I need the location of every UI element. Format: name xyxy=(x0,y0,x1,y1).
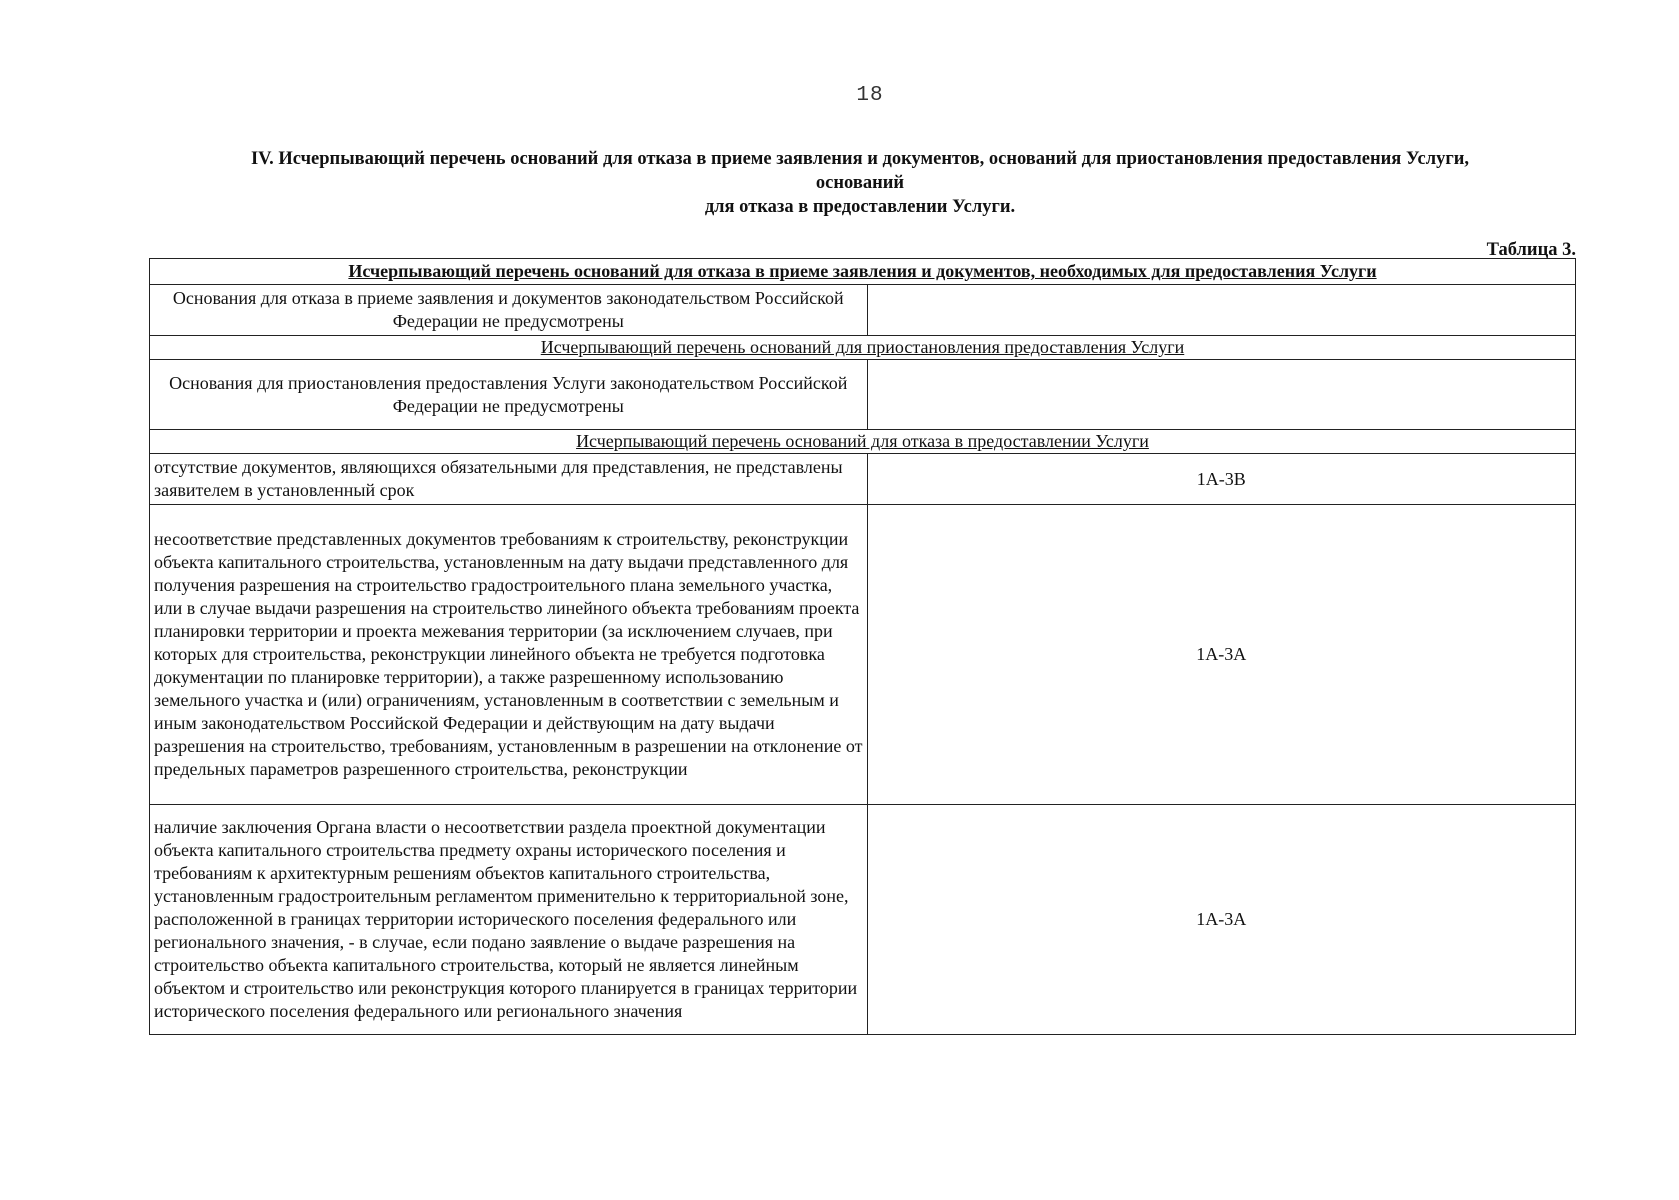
empty-cell xyxy=(867,285,1575,336)
page-number: 18 xyxy=(856,84,884,107)
table-header-row xyxy=(150,336,1576,360)
section-heading-line2: оснований xyxy=(815,173,905,193)
table-row xyxy=(150,505,1576,805)
empty-cell xyxy=(867,360,1575,430)
code-cell: 1А-3А xyxy=(867,505,1575,805)
grounds-table xyxy=(149,258,1576,1035)
table-row xyxy=(150,360,1576,430)
table-row xyxy=(150,805,1576,1035)
section-heading xyxy=(150,147,1570,219)
header-refusal-acceptance: Исчерпывающий перечень оснований для отказа в приеме заявления и документов, необходимых для предоставления Услуги xyxy=(150,259,1576,285)
suspension-text: Основания для приостановления предоставления Услуги законодательством Российской Федерации не предусмотрены xyxy=(150,360,868,430)
table-row xyxy=(150,285,1576,336)
section-heading-line3: для отказа в предоставлении Услуги. xyxy=(704,197,1016,217)
table-row xyxy=(150,454,1576,505)
reason-cell: отсутствие документов, являющихся обязательными для представления, не представлены заявителем в установленный срок xyxy=(150,454,868,505)
table-header-row xyxy=(150,430,1576,454)
code-cell: 1А-3А xyxy=(867,805,1575,1035)
code-cell: 1А-3В xyxy=(867,454,1575,505)
header-suspension: Исчерпывающий перечень оснований для приостановления предоставления Услуги xyxy=(150,336,1576,360)
header-refusal-service: Исчерпывающий перечень оснований для отказа в предоставлении Услуги xyxy=(150,430,1576,454)
refusal-acceptance-text: Основания для отказа в приеме заявления и документов законодательством Российской Федерации не предусмотрены xyxy=(150,285,868,336)
reason-cell: несоответствие представленных документов требованиям к строительству, реконструкции объекта капитального строительства, установленным на дату выдачи представленного для получения разрешения на строительство градостроительного плана земельного участка, или в случае выдачи разрешения на строительство линейного объекта требованиям проекта планировки территории и проекта межевания территории (за исключением случаев, при которых для строительства, реконструкции линейного объекта не требуется подготовка документации по планировке территории), а также разрешенному использованию земельного участка и (или) ограничениям, установленным в соответствии с земельным и иным законодательством Российской Федерации и действующим на дату выдачи разрешения на строительство, требованиям, установленным в разрешении на отклонение от предельных параметров разрешенного строительства, реконструкции xyxy=(150,505,868,805)
table-header-row xyxy=(150,259,1576,285)
section-heading-line1: IV. Исчерпывающий перечень оснований для отказа в приеме заявления и документов, оснований для приостановления предоставления Услуги, xyxy=(250,149,1470,169)
reason-cell: наличие заключения Органа власти о несоответствии раздела проектной документации объекта капитального строительства предмету охраны исторического поселения и требованиям к архитектурным решениям объектов капитального строительства, установленным градостроительным регламентом применительно к территориальной зоне, расположенной в границах территории исторического поселения федерального или регионального значения, - в случае, если подано заявление о выдаче разрешения на строительство объекта капитального строительства, который не является линейным объектом и строительство или реконструкция которого планируется в границах территории исторического поселения федерального или регионального значения xyxy=(150,805,868,1035)
table-caption: Таблица 3. xyxy=(1486,240,1576,260)
